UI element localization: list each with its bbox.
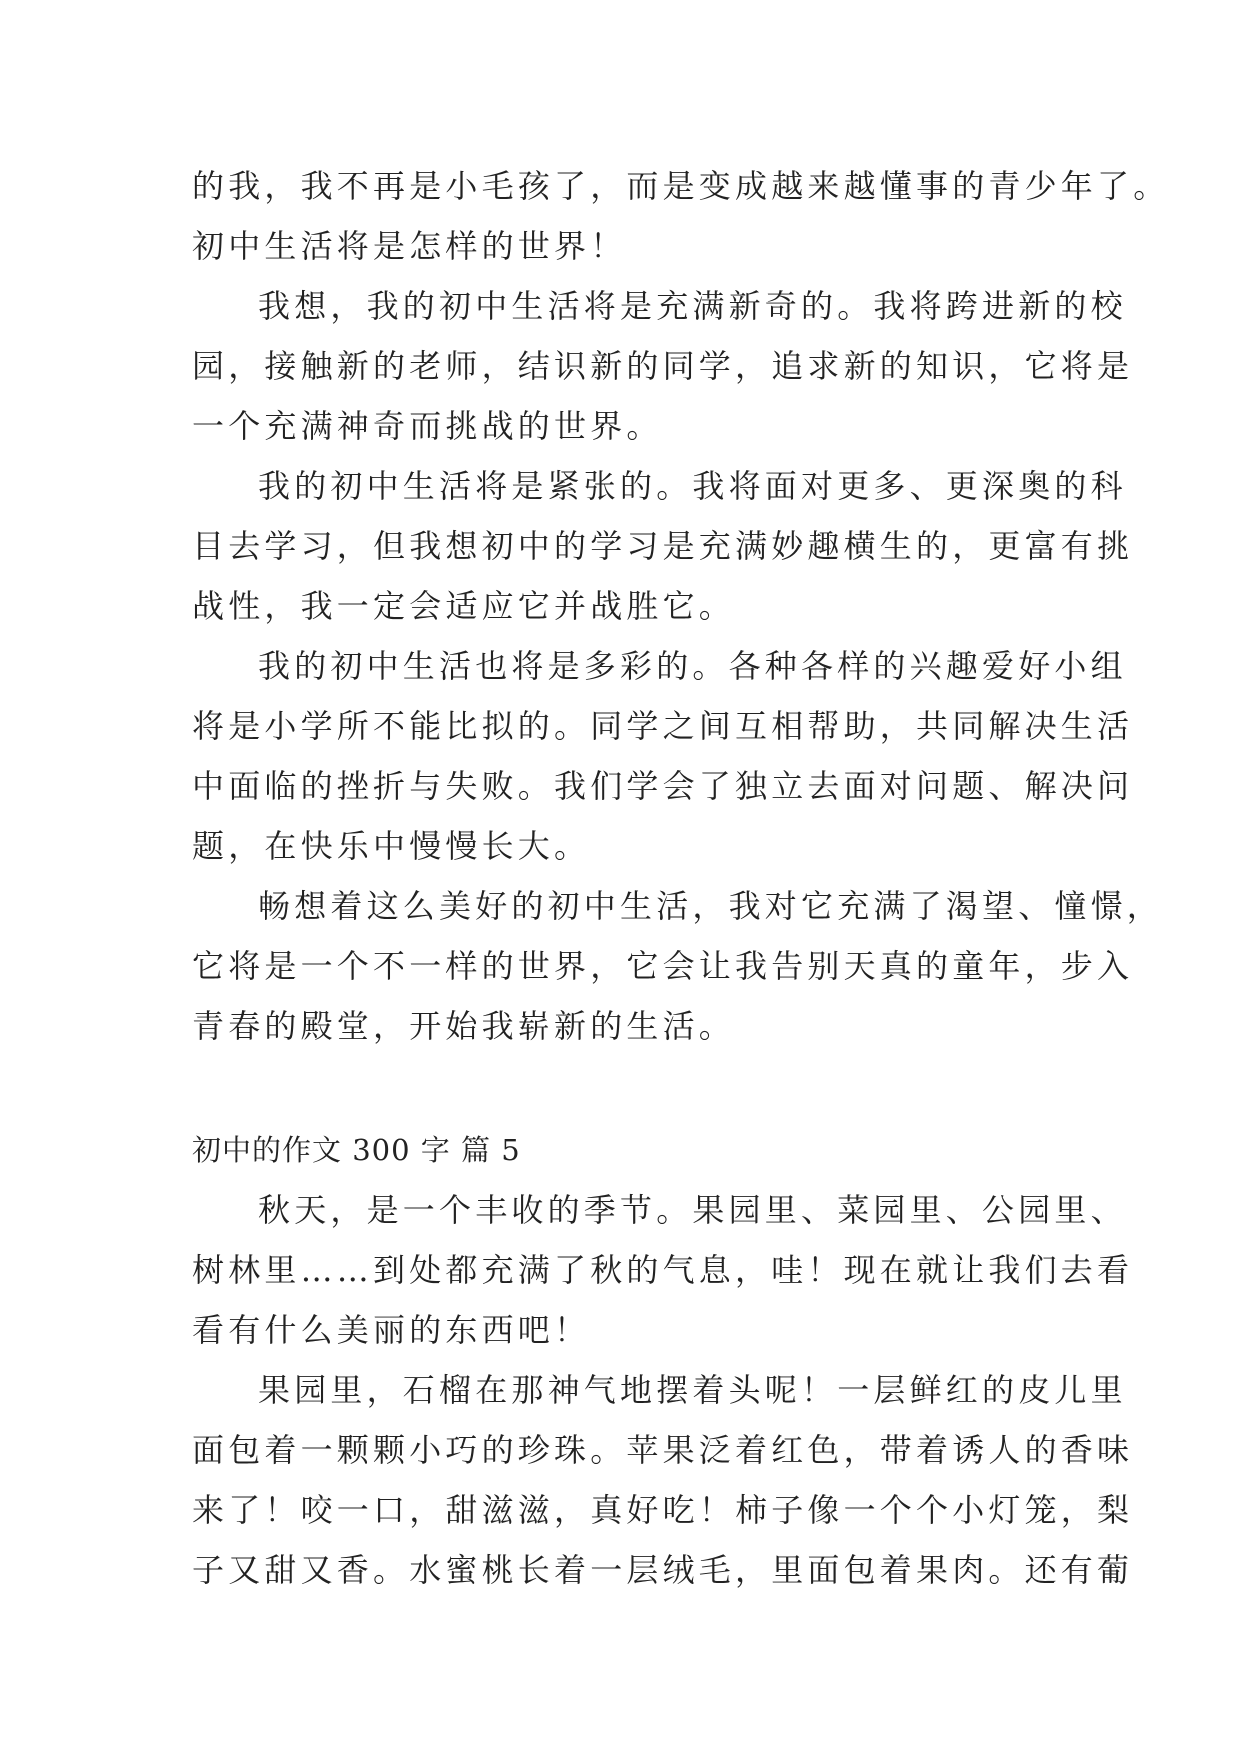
text-line: 面包着一颗颗小巧的珍珠。苹果泛着红色，带着诱人的香味 <box>192 1431 1134 1469</box>
paragraph-first-line: 畅想着这么美好的初中生活，我对它充满了渴望、憧憬， <box>258 887 1164 925</box>
text-line: 题，在快乐中慢慢长大。 <box>192 827 591 865</box>
paragraph-first-line: 秋天，是一个丰收的季节。果园里、菜园里、公园里、 <box>258 1191 1127 1229</box>
text-line: 它将是一个不一样的世界，它会让我告别天真的童年，步入 <box>192 947 1134 985</box>
paragraph-first-line: 我的初中生活也将是多彩的。各种各样的兴趣爱好小组 <box>258 647 1127 685</box>
text-line: 初中生活将是怎样的世界！ <box>192 227 627 265</box>
text-line: 看有什么美丽的东西吧！ <box>192 1311 591 1349</box>
text-line: 中面临的挫折与失败。我们学会了独立去面对问题、解决问 <box>192 767 1134 805</box>
paragraph-first-line: 我想，我的初中生活将是充满新奇的。我将跨进新的校 <box>258 287 1127 325</box>
text-line: 的我，我不再是小毛孩了，而是变成越来越懂事的青少年了。 <box>192 167 1170 205</box>
paragraph-first-line: 我的初中生活将是紧张的。我将面对更多、更深奥的科 <box>258 467 1127 505</box>
paragraph-first-line: 果园里，石榴在那神气地摆着头呢！一层鲜红的皮儿里 <box>258 1371 1127 1409</box>
section-heading: 初中的作文 300 字 篇 5 <box>192 1133 521 1167</box>
text-line: 子又甜又香。水蜜桃长着一层绒毛，里面包着果肉。还有葡 <box>192 1551 1134 1589</box>
text-line: 将是小学所不能比拟的。同学之间互相帮助，共同解决生活 <box>192 707 1134 745</box>
text-line: 园，接触新的老师，结识新的同学，追求新的知识，它将是 <box>192 347 1134 385</box>
text-line: 一个充满神奇而挑战的世界。 <box>192 407 663 445</box>
text-line: 来了！咬一口，甜滋滋，真好吃！柿子像一个个小灯笼，梨 <box>192 1491 1134 1529</box>
text-line: 树林里……到处都充满了秋的气息，哇！现在就让我们去看 <box>192 1251 1134 1289</box>
text-line: 青春的殿堂，开始我崭新的生活。 <box>192 1007 736 1045</box>
text-line: 战性，我一定会适应它并战胜它。 <box>192 587 736 625</box>
text-line: 目去学习，但我想初中的学习是充满妙趣横生的，更富有挑 <box>192 527 1134 565</box>
